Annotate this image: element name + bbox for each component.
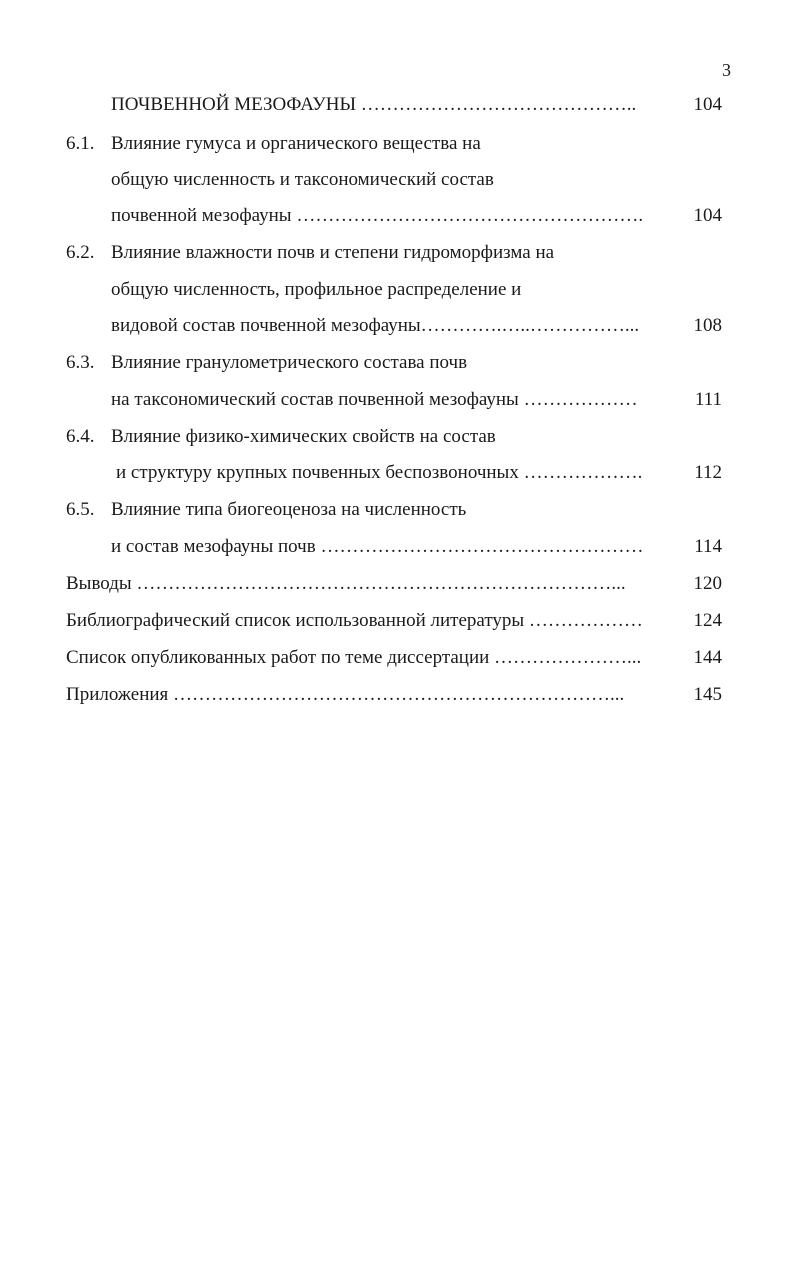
toc-text: Влияние влажности почв и степени гидроморфизма на (111, 242, 555, 263)
toc-text: Приложения ……………………………………………………………... (66, 684, 625, 705)
toc-page: 124 (693, 610, 722, 631)
toc-page: 104 (693, 205, 722, 226)
toc-text: Влияние гумуса и органического вещества на (111, 133, 481, 154)
toc-text: Библиографический список использованной литературы ……………… (66, 610, 643, 631)
toc-number: 6.1. (66, 133, 95, 154)
toc-number: 6.5. (66, 499, 95, 520)
toc-number: 6.2. (66, 242, 95, 263)
toc-text: Влияние типа биогеоценоза на численность (111, 499, 467, 520)
toc-text: Влияние гранулометрического состава почв (111, 352, 468, 373)
toc-page: 112 (694, 462, 722, 483)
toc-text: Список опубликованных работ по теме диссертации …………………... (66, 647, 642, 668)
toc-page: 120 (693, 573, 722, 594)
toc-text: и состав мезофауны почв …………………………………………… (111, 536, 644, 557)
toc-text: общую численность, профильное распределение и (111, 279, 522, 300)
toc-page: 144 (693, 647, 722, 668)
toc-page: 104 (693, 94, 722, 115)
toc-number: 6.4. (66, 426, 95, 447)
toc-text: и структуру крупных почвенных беспозвоночных ………………. (116, 462, 643, 483)
toc-text: ПОЧВЕННОЙ МЕЗОФАУНЫ …………………………………….. (111, 94, 637, 115)
toc-text: почвенной мезофауны ………………………………………………. (111, 205, 644, 226)
toc-page: 111 (694, 389, 722, 410)
toc-page: 108 (693, 315, 722, 336)
toc-number: 6.3. (66, 352, 95, 373)
toc-page: 114 (694, 536, 722, 557)
toc-text: видовой состав почвенной мезофауны………….…..……………... (111, 315, 640, 336)
toc-text: общую численность и таксономический состав (111, 169, 494, 190)
toc-page: 145 (693, 684, 722, 705)
toc-text: Выводы …………………………………………………………………... (66, 573, 626, 594)
toc-text: на таксономический состав почвенной мезофауны ……………… (111, 389, 638, 410)
page-number: 3 (722, 60, 731, 80)
toc-text: Влияние физико-химических свойств на состав (111, 426, 496, 447)
